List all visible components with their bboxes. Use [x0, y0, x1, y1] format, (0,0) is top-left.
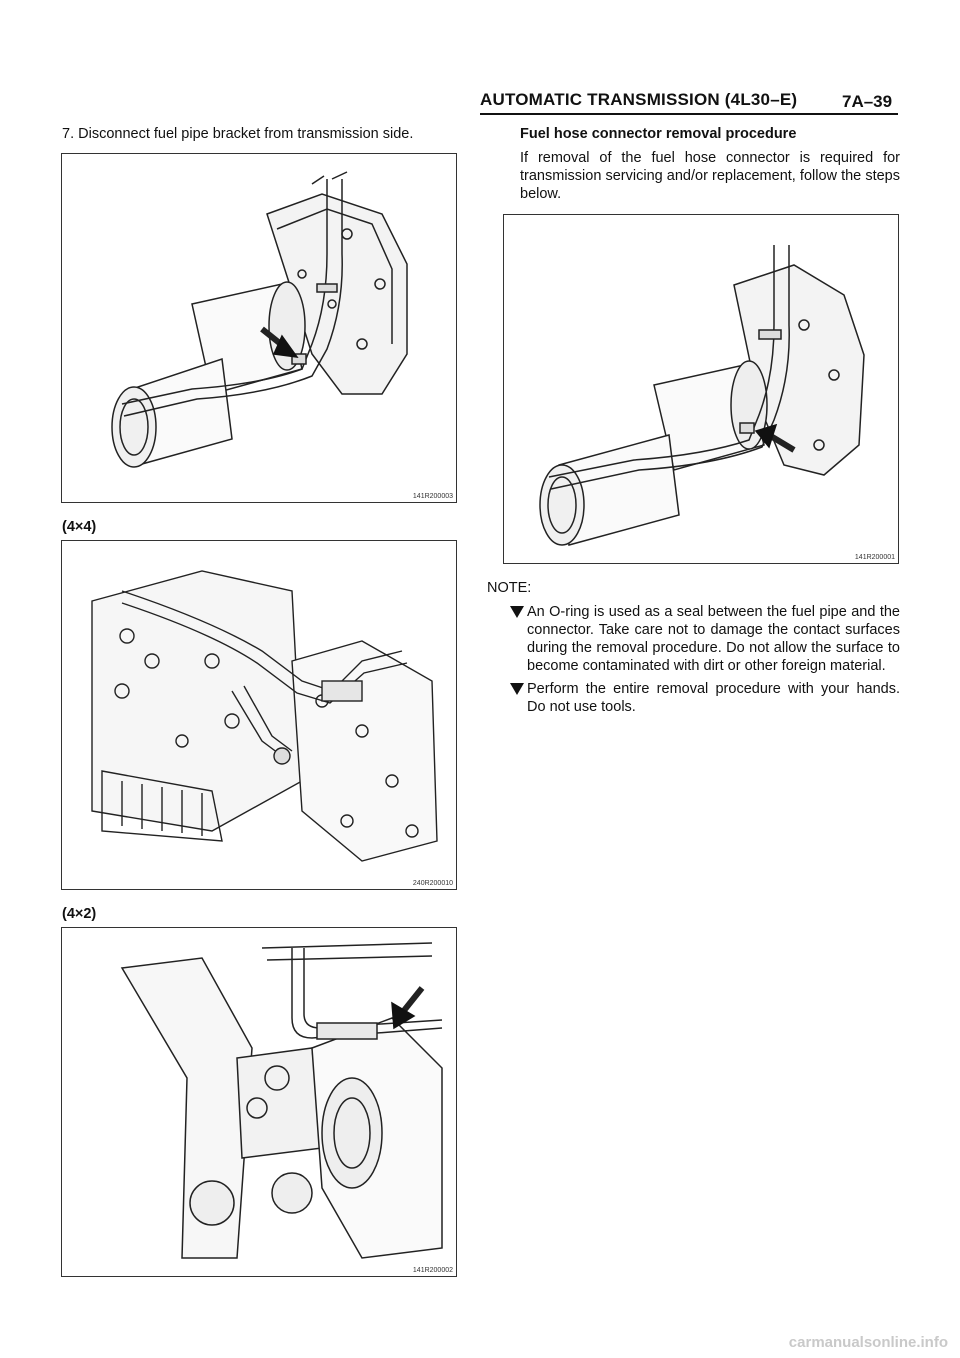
figure-label-4x2: (4×2): [62, 906, 97, 922]
figure-code: 240R200010: [412, 880, 453, 887]
page-header-title: AUTOMATIC TRANSMISSION (4L30–E): [480, 90, 798, 109]
figure-4x2-transmission: [61, 927, 457, 1277]
note-label: NOTE:: [487, 580, 532, 596]
step-7-text: 7. Disconnect fuel pipe bracket from transmission side.: [62, 126, 414, 142]
triangle-bullet-icon: [510, 606, 524, 618]
note-list: [510, 603, 900, 721]
footer-watermark: carmanualsonline.info: [788, 1334, 948, 1351]
section-title: Fuel hose connector removal procedure: [520, 126, 797, 142]
note-item: [510, 680, 900, 716]
note-text: Perform the entire removal procedure with your hands. Do not use tools.: [527, 681, 900, 715]
figure-transmission-fuel-pipe: [61, 153, 457, 503]
page-number: 7A–39: [842, 92, 893, 111]
figure-code: 141R200001: [854, 554, 895, 561]
note-text: An O-ring is used as a seal between the fuel pipe and the connector. Take care not to damage the contact surfaces during the removal procedure. Do not allow the surface to become contaminated with dirt or other foreign material.: [527, 604, 900, 674]
transmission-fuel-pipe-illustration: [62, 154, 457, 503]
figure-fuel-hose-connector: [503, 214, 899, 564]
4x2-transmission-illustration: [62, 928, 457, 1277]
fuel-hose-connector-illustration: [504, 215, 899, 564]
figure-label-4x4: (4×4): [62, 519, 97, 535]
header-rule: [480, 113, 898, 115]
figure-4x4-transmission: [61, 540, 457, 890]
figure-code: 141R200002: [412, 1267, 453, 1274]
triangle-bullet-icon: [510, 683, 524, 695]
4x4-transmission-illustration: [62, 541, 457, 890]
intro-paragraph: If removal of the fuel hose connector is required for transmission servicing and/or replacement, follow the steps below.: [520, 150, 900, 202]
note-item: [510, 603, 900, 675]
figure-code: 141R200003: [412, 493, 453, 500]
